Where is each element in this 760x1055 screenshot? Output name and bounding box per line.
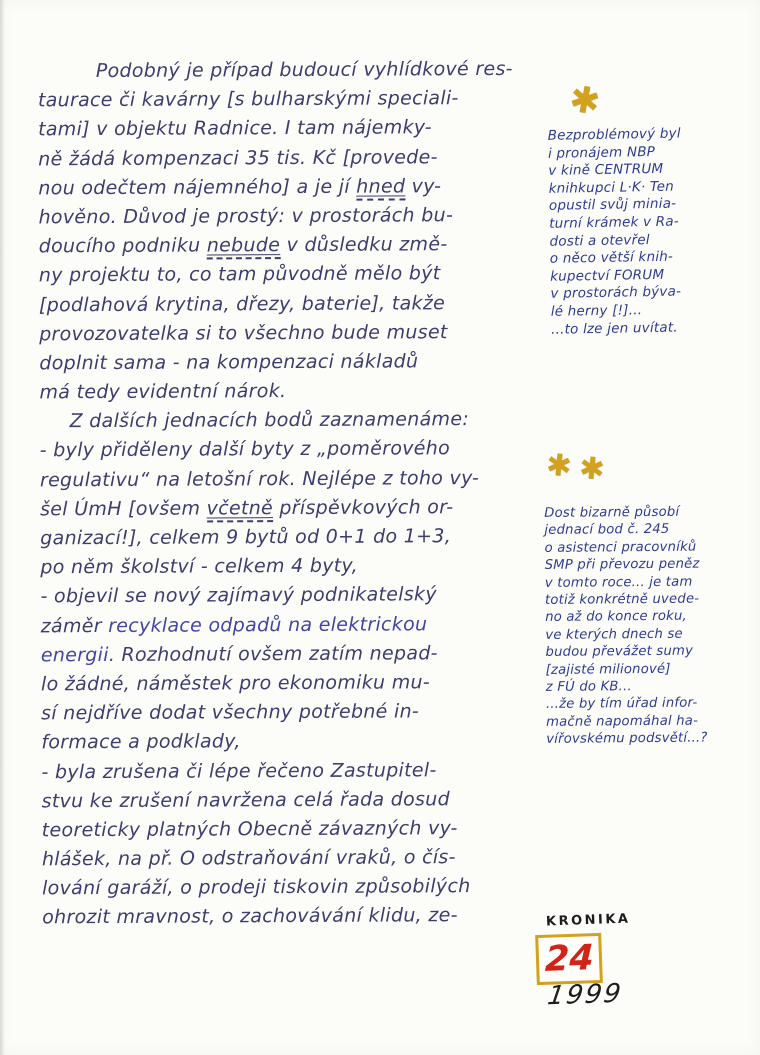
- main-text: [38, 55, 553, 933]
- note-line: SMP při převozu peněz: [544, 556, 700, 574]
- note-line: Dost bizarně působí: [544, 504, 680, 521]
- note-line: vířovskému podsvětí...?: [546, 730, 708, 748]
- note-line: z FÚ do KB...: [545, 679, 632, 695]
- note-line: mačně napomáhal ha-: [546, 713, 699, 730]
- note-line: no až do konce roku,: [545, 609, 687, 626]
- text-line: [podlahová krytina, dřezy, baterie], takže: [38, 291, 446, 316]
- text-line: ně žádá kompenzaci 35 tis. Kč [provede-: [38, 145, 438, 170]
- text-line: sí nejdříve dodat všechny potřebné in-: [41, 700, 420, 725]
- note-line: dosti a otevřel: [549, 231, 650, 250]
- text-line: teoreticky platných Obecně závazných vy-: [41, 817, 458, 842]
- text-line: ohrozit mravnost, o zachovávání klidu, ze-: [42, 904, 458, 929]
- text-line: formace a podklady,: [41, 730, 241, 754]
- double-asterisk-icon: ✱✱: [544, 447, 614, 489]
- note-line: Bezproblémový byl: [547, 125, 681, 144]
- text-line: ganizací!], celkem 9 bytů od 0+1 do 1+3,: [40, 525, 452, 550]
- note-line: v prostorách býva-: [550, 283, 682, 303]
- note-line: turní krámek v Ra-: [549, 213, 679, 232]
- text-line: hlášek, na př. O odstraňování vraků, o čís-: [41, 846, 456, 871]
- text-line: záměr recyklace odpadů na elektrickou: [40, 612, 428, 637]
- text-line: energii. Rozhodnutí ovšem zatím nepad-: [40, 642, 438, 667]
- note-line: opustil svůj minia-: [548, 195, 677, 215]
- page-number: 24: [543, 938, 595, 980]
- note-line: ve kterých dnech se: [545, 626, 683, 643]
- text-line: šel ÚmH [ovšem včetně příspěvkových or-: [40, 492, 550, 524]
- text-line: Podobný je případ budoucí vyhlídkové res-: [95, 57, 513, 83]
- text-line: doucího podniku nebude v důsledku změ-: [39, 230, 549, 262]
- margin-note-1-text: [548, 124, 760, 339]
- text-line: - objevil se nový zajímavý podnikatelský: [40, 583, 437, 608]
- text-line: stvu ke zrušení navržena celá řada dosud: [41, 787, 450, 813]
- year-label: 1999: [545, 978, 625, 1012]
- text-line: doplnit sama - na kompenzaci nákladů: [39, 350, 419, 375]
- text-line: taurace či kavárny [s bulharskými speciali-: [37, 87, 459, 112]
- note-line: v tomto roce... je tam: [544, 574, 693, 591]
- text-line: - byla zrušena či lépe řečeno Zastupitel-: [41, 758, 437, 783]
- text-line: tami] v objektu Radnice. I tam nájemky-: [38, 116, 432, 141]
- note-line: jednací bod č. 245: [544, 522, 670, 539]
- page-number-box: [535, 933, 603, 985]
- note-line: totiž konkrétně uvede-: [544, 591, 700, 608]
- text-line: má tedy evidentní nárok.: [39, 380, 287, 404]
- note-line: ...to lze jen uvítat.: [550, 319, 678, 338]
- text-line: nou odečtem nájemného] a je jí hned vy-: [38, 174, 442, 200]
- margin-note-2: [544, 449, 755, 748]
- text-line: provozovatelka si to všechno bude muset: [39, 320, 448, 346]
- margin-note-2-text: [544, 503, 754, 748]
- note-line: i pronájem NBP: [547, 143, 656, 162]
- margin-note-1: [547, 77, 759, 339]
- note-line: kupectví FORUM: [550, 266, 665, 285]
- kronika-label: KRONIKA: [545, 911, 631, 930]
- note-line: o asistenci pracovníků: [544, 539, 697, 556]
- text-line: - byly přiděleny další byty z „poměrového: [39, 437, 451, 462]
- text-line: po něm školství - celkem 4 byty,: [40, 554, 358, 579]
- note-line: lé herny [!]...: [550, 302, 643, 320]
- text-line: Z dalších jednacích bodů zaznamenáme:: [69, 408, 470, 433]
- text-line: lo žádné, náměstek pro ekonomiku mu-: [40, 671, 431, 696]
- note-line: [zajisté milionové]: [545, 661, 671, 678]
- note-line: o něco větší knih-: [549, 248, 674, 267]
- text-line: regulativu“ na letošní rok. Nejlépe z toho vy-: [39, 466, 480, 491]
- note-line: knihkupci L·K· Ten: [548, 178, 675, 197]
- note-line: ...že by tím úřad infor-: [545, 696, 698, 713]
- note-line: budou převážet sumy: [545, 643, 694, 661]
- scan-edge-shading: [0, 0, 5, 1055]
- note-line: v kině CENTRUM: [548, 161, 664, 180]
- text-line: ny projektu to, co tam původně mělo být: [38, 262, 441, 287]
- text-line: lování garáží, o prodeji tiskovin způsobilých: [42, 875, 471, 900]
- text-line: hověno. Důvod je prostý: v prostorách bu-: [38, 204, 454, 229]
- asterisk-icon: ✱: [565, 77, 604, 124]
